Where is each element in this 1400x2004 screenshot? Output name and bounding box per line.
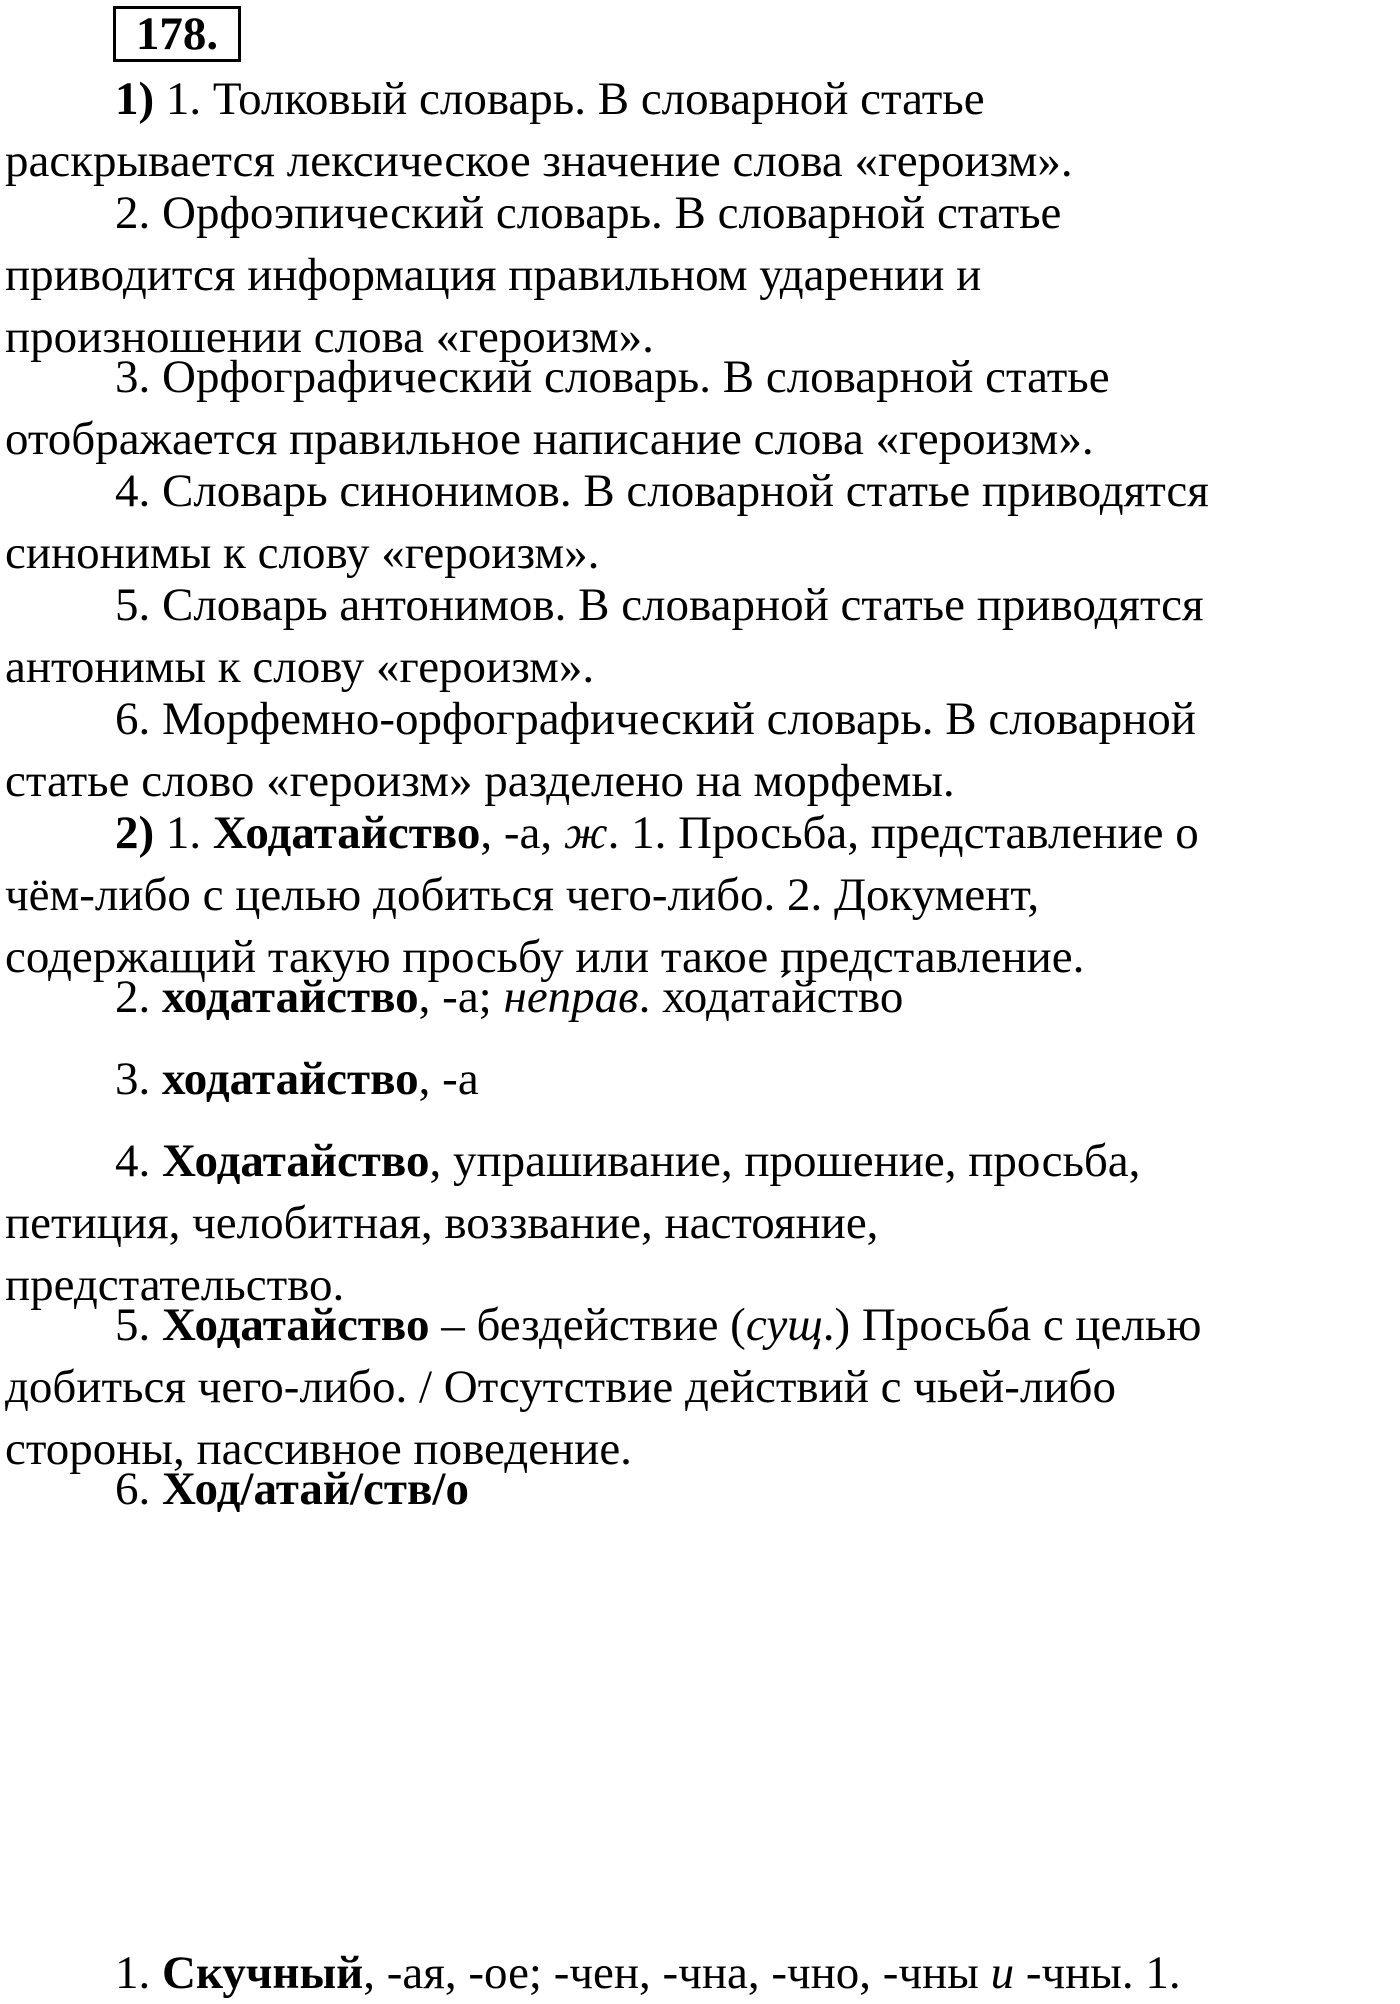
section2-item-2-rest: . ходата́йство xyxy=(638,971,904,1023)
section1-item-3-line-1: 3. Орфографический словарь. В словарной статье xyxy=(115,351,1110,403)
next-entry-headword: Скучный xyxy=(162,1947,364,1999)
section2-item-6 xyxy=(5,1458,1395,1520)
section2-marker: 2) xyxy=(115,807,155,859)
exercise-number: 178. xyxy=(113,6,241,62)
section2-item-2-after-head: , -а; xyxy=(418,971,492,1023)
section2-item-4-line-2: петиция, челобитная, воззвание, настояние, xyxy=(5,1197,879,1249)
section2-item-1-gender: ж xyxy=(563,807,608,859)
section2-item-5-line-1-rest: .) Просьба с целью xyxy=(822,1299,1202,1351)
next-entry xyxy=(5,1942,1395,2004)
next-entry-num: 1. xyxy=(115,1947,151,1999)
section2-item-5-num: 5. xyxy=(115,1299,151,1351)
section2-item-1-after-head: , -а, xyxy=(480,807,553,859)
section1-item-1-line-1: 1. Толковый словарь. В словарной статье xyxy=(165,73,985,125)
section1-item-1 xyxy=(5,68,1395,192)
section1-item-5-line-2: антонимы к слову «героизм». xyxy=(5,641,595,693)
section2-item-3-num: 3. xyxy=(115,1053,151,1105)
section2-item-2-num: 2. xyxy=(115,971,151,1023)
section1-item-1-line-2: раскрывается лексическое значение слова «героизм». xyxy=(5,135,1073,187)
section2-item-5-headword: Ходатайство xyxy=(162,1299,430,1351)
section1-item-2 xyxy=(5,182,1395,368)
section2-item-1-num: 1. xyxy=(165,807,202,859)
section2-item-1 xyxy=(5,802,1395,988)
section1-item-6-line-2: статье слово «героизм» разделено на морфемы. xyxy=(5,755,955,807)
next-entry-rest: , -ая, -ое; -чен, -чна, -чно, -чны xyxy=(363,1947,979,1999)
section1-item-2-line-2: приводится информация правильном ударении и xyxy=(5,249,982,301)
section1-item-3 xyxy=(5,346,1395,470)
section2-item-4 xyxy=(5,1130,1395,1316)
next-entry-conj: и xyxy=(990,1947,1015,1999)
section1-item-2-line-3: произношении слова «героизм». xyxy=(5,311,654,363)
section2-item-1-headword: Ходатайство xyxy=(212,807,481,859)
section2-item-3-headword: ходатайство xyxy=(162,1053,419,1105)
section2-item-4-line-3: предстательство. xyxy=(5,1259,345,1311)
next-entry-tail: -чны. 1. xyxy=(1014,1947,1181,1999)
section2-item-1-line-3: содержащий такую просьбу или такое представление. xyxy=(5,931,1085,983)
section1-item-6 xyxy=(5,688,1395,812)
section2-item-2 xyxy=(5,966,1395,1028)
section1-item-2-line-1: 2. Орфоэпический словарь. В словарной статье xyxy=(115,187,1062,239)
section2-item-3 xyxy=(5,1048,1395,1110)
section2-item-6-num: 6. xyxy=(115,1463,151,1515)
section1-item-3-line-2: отображается правильное написание слова «героизм». xyxy=(5,413,1094,465)
section2-item-1-line-1-rest: . 1. Просьба, представление о xyxy=(607,807,1199,859)
section2-item-3-rest: , -а xyxy=(418,1053,479,1105)
section1-item-6-line-1: 6. Морфемно-орфографический словарь. В словарной xyxy=(115,693,1196,745)
section2-item-5-pos: сущ xyxy=(745,1299,823,1351)
section2-item-2-headword: ходатайство xyxy=(162,971,419,1023)
section2-item-6-headword: Ход/атай/ств/о xyxy=(162,1463,469,1515)
section2-item-5 xyxy=(5,1294,1395,1480)
section1-item-4 xyxy=(5,460,1395,584)
section2-item-2-note: неправ xyxy=(503,971,639,1023)
section2-item-5-line-2: добиться чего-либо. / Отсутствие действий с чьей-либо xyxy=(5,1361,1116,1413)
section2-item-5-line-1-mid: – бездействие ( xyxy=(429,1299,746,1351)
section2-item-5-line-3: стороны, пассивное поведение. xyxy=(5,1423,632,1475)
section1-marker: 1) xyxy=(115,73,155,125)
section2-item-4-headword: Ходатайство xyxy=(162,1135,430,1187)
section2-item-4-num: 4. xyxy=(115,1135,151,1187)
section2-item-1-line-2: чём-либо с целью добиться чего-либо. 2. Документ, xyxy=(5,869,1040,921)
section1-item-5 xyxy=(5,574,1395,698)
section1-item-5-line-1: 5. Словарь антонимов. В словарной статье приводятся xyxy=(115,579,1204,631)
section1-item-4-line-1: 4. Словарь синонимов. В словарной статье приводятся xyxy=(115,465,1209,517)
section2-item-4-line-1-rest: , упрашивание, прошение, просьба, xyxy=(429,1135,1141,1187)
section1-item-4-line-2: синонимы к слову «героизм». xyxy=(5,527,600,579)
